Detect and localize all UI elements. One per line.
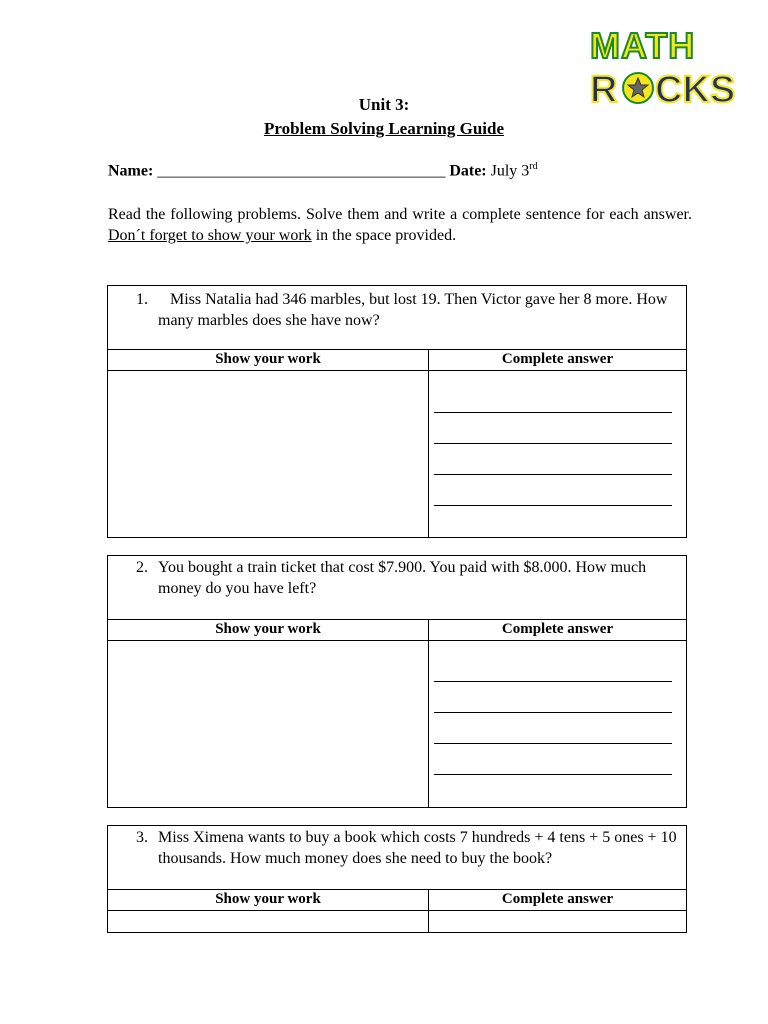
instructions-text-1: Read the following problems. Solve them and write a complete sentence for each answer. xyxy=(108,206,692,223)
problem-text: Miss Natalia had 346 marbles, but lost 19. Then Victor gave her 8 more. How many marbles does she have now? xyxy=(158,291,668,329)
answer-header: Complete answer xyxy=(501,621,614,637)
problem-number: 3. xyxy=(136,829,148,846)
work-area[interactable] xyxy=(108,371,428,537)
name-date-line xyxy=(108,161,538,180)
name-label: Name: xyxy=(108,162,154,180)
work-header: Show your work xyxy=(215,891,321,907)
instructions-text-2: in the space provided. xyxy=(311,227,457,244)
table-header-row xyxy=(108,349,686,371)
problem-number: 1. xyxy=(136,291,148,308)
work-header: Show your work xyxy=(215,621,321,637)
column-divider xyxy=(428,619,429,807)
answer-line[interactable] xyxy=(434,712,672,713)
answer-line[interactable] xyxy=(434,505,672,506)
logo-cks-text: CKS xyxy=(655,69,736,108)
page-title: Problem Solving Learning Guide xyxy=(263,119,505,138)
problem-box-3 xyxy=(107,825,687,933)
table-header-row xyxy=(108,889,686,911)
problem-number: 2. xyxy=(136,559,148,576)
unit-heading: Unit 3: xyxy=(358,95,410,114)
answer-line[interactable] xyxy=(434,743,672,744)
problem-box-1 xyxy=(107,285,687,538)
work-area[interactable] xyxy=(108,641,428,807)
answer-header: Complete answer xyxy=(501,891,614,907)
answer-line[interactable] xyxy=(434,774,672,775)
answer-line[interactable] xyxy=(434,412,672,413)
date-suffix: rd xyxy=(529,161,538,172)
problem-text: You bought a train ticket that cost $7.900. You paid with $8.000. How much money do you have left? xyxy=(158,559,647,597)
logo-math-text: MATH xyxy=(590,25,696,66)
problem-text: Miss Ximena wants to buy a book which costs 7 hundreds + 4 tens + 5 ones + 10 thousands. How much money does she need to buy the book? xyxy=(158,829,677,867)
work-header: Show your work xyxy=(215,351,321,367)
date-label: Date: xyxy=(449,162,487,180)
work-area[interactable] xyxy=(108,911,428,932)
answer-line[interactable] xyxy=(434,681,672,682)
name-field[interactable]: ____________________________________ xyxy=(157,162,446,180)
column-divider xyxy=(428,349,429,537)
column-divider xyxy=(428,889,429,932)
logo-r-text: R xyxy=(590,69,618,108)
problem-box-2 xyxy=(107,555,687,808)
instructions xyxy=(108,204,692,246)
date-value: July 3 xyxy=(490,162,530,180)
answer-header: Complete answer xyxy=(501,351,614,367)
answer-line[interactable] xyxy=(434,443,672,444)
instructions-underlined: Don´t forget to show your work xyxy=(108,227,312,244)
table-header-row xyxy=(108,619,686,641)
answer-line[interactable] xyxy=(434,474,672,475)
